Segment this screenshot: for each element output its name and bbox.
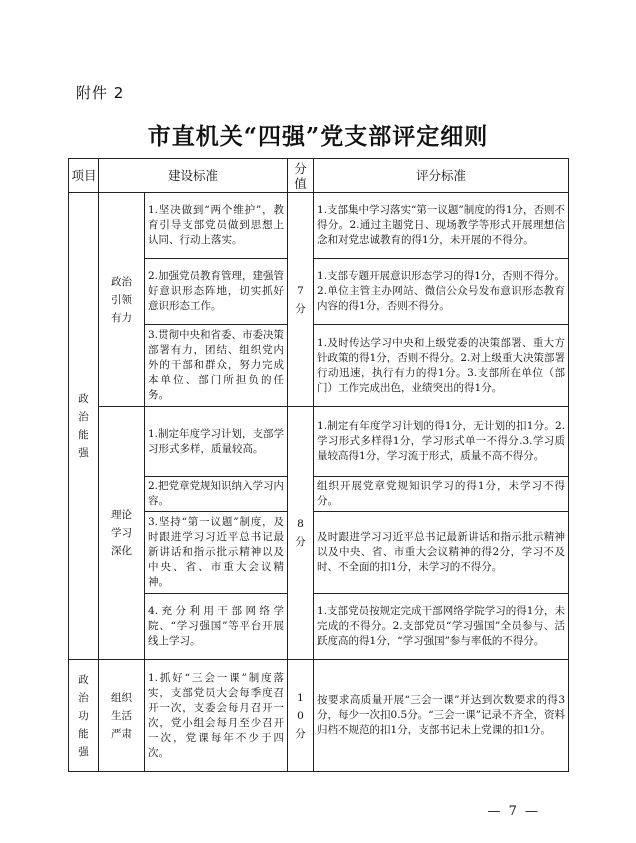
scoring-cell: 1.制定有年度学习计划的得1分，无计划的扣1分。2.学习形式多样得1分，学习形式单一不得分.3.学习质量较高得1分，学习流于形式，质量不高不得分。 bbox=[314, 407, 569, 477]
subsection-name: 理论学习深化 bbox=[99, 407, 145, 660]
table-header-row bbox=[69, 159, 569, 193]
table-row bbox=[69, 193, 569, 259]
points-cell: 8分 bbox=[288, 407, 314, 660]
standard-cell: 3.贯彻中央和省委、市委决策部署有力，团结、组织党内外的干部和群众，努力完成本单位、部门所担负的任务。 bbox=[145, 325, 288, 407]
standard-cell: 2.把党章党规知识纳入学习内容。 bbox=[145, 477, 288, 512]
header-item: 项目 bbox=[69, 159, 99, 193]
standard-cell: 2.加强党员教育管理，建强管好意识形态阵地，切实抓好意识形态工作。 bbox=[145, 259, 288, 325]
header-standard: 建设标准 bbox=[99, 159, 288, 193]
header-scoring: 评分标准 bbox=[314, 159, 569, 193]
header-points: 分值 bbox=[288, 159, 314, 193]
subsection-name: 组织生活严肃 bbox=[99, 660, 145, 772]
points-cell: 10分 bbox=[288, 660, 314, 772]
attachment-label: 附件 2 bbox=[76, 84, 125, 102]
scoring-cell: 组织开展党章党规知识学习的得1分，未学习不得分。 bbox=[314, 477, 569, 512]
section-name: 政治能强 bbox=[69, 193, 99, 660]
scoring-cell: 1.及时传达学习中央和上级党委的决策部署、重大方针政策的得1分，否则不得分。2.对上级重大决策部署行动迅速，执行有力的得1分。3.支部所在单位（部门）工作完成出色，业绩突出的得1分。 bbox=[314, 325, 569, 407]
points-cell: 7分 bbox=[288, 193, 314, 407]
page-title: 市直机关“四强”党支部评定细则 bbox=[147, 123, 489, 150]
standard-cell: 1.制定年度学习计划，支部学习形式多样，质量较高。 bbox=[145, 407, 288, 477]
scoring-cell: 按要求高质量开展“三会一课”并达到次数要求的得3分，每少一次扣0.5分。“三会一课”记录不齐全，资料归档不规范的扣1分，支部书记未上党课的扣1分。 bbox=[314, 660, 569, 772]
scoring-cell: 及时跟进学习习近平总书记最新讲话和指示批示精神以及中央、省、市重大会议精神的得2分，学习不及时、不全面的扣1分，未学习的不得分。 bbox=[314, 512, 569, 594]
section-name: 政治功能强 bbox=[69, 660, 99, 772]
scoring-cell: 1.支部专题开展意识形态学习的得1分，否则不得分。2.单位主管主办网站、微信公众号发布意识形态教育内容的得1分，否则不得分。 bbox=[314, 259, 569, 325]
scoring-cell: 1.支部集中学习落实“第一议题”制度的得1分，否则不得分。2.通过主题党日、现场教学等形式开展理想信念和对党忠诚教育的得1分，未开展的不得分。 bbox=[314, 193, 569, 259]
standard-cell: 1.坚决做到“两个维护”，教育引导支部党员做到思想上认同、行动上落实。 bbox=[145, 193, 288, 259]
subsection-name: 政治引领有力 bbox=[99, 193, 145, 407]
table-row bbox=[69, 407, 569, 477]
standard-cell: 4.充分利用干部网络学院、“学习强国”等平台开展线上学习。 bbox=[145, 594, 288, 660]
page-number: — 7 — bbox=[487, 804, 540, 819]
scoring-cell: 1.支部党员按规定完成干部网络学院学习的得1分，未完成的不得分。2.支部党员“学习强国”全员参与、活跃度高的得1分，“学习强国”参与率低的不得分。 bbox=[314, 594, 569, 660]
standard-cell: 3.坚持“第一议题”制度，及时跟进学习习近平总书记最新讲话和指示批示精神以及中央、省、市重大会议精神。 bbox=[145, 512, 288, 594]
evaluation-table bbox=[68, 158, 569, 772]
standard-cell: 1.抓好“三会一课”制度落实，支部党员大会每季度召开一次，支委会每月召开一次，党小组会每月至少召开一次，党课每年不少于四次。 bbox=[145, 660, 288, 772]
table-row bbox=[69, 660, 569, 772]
